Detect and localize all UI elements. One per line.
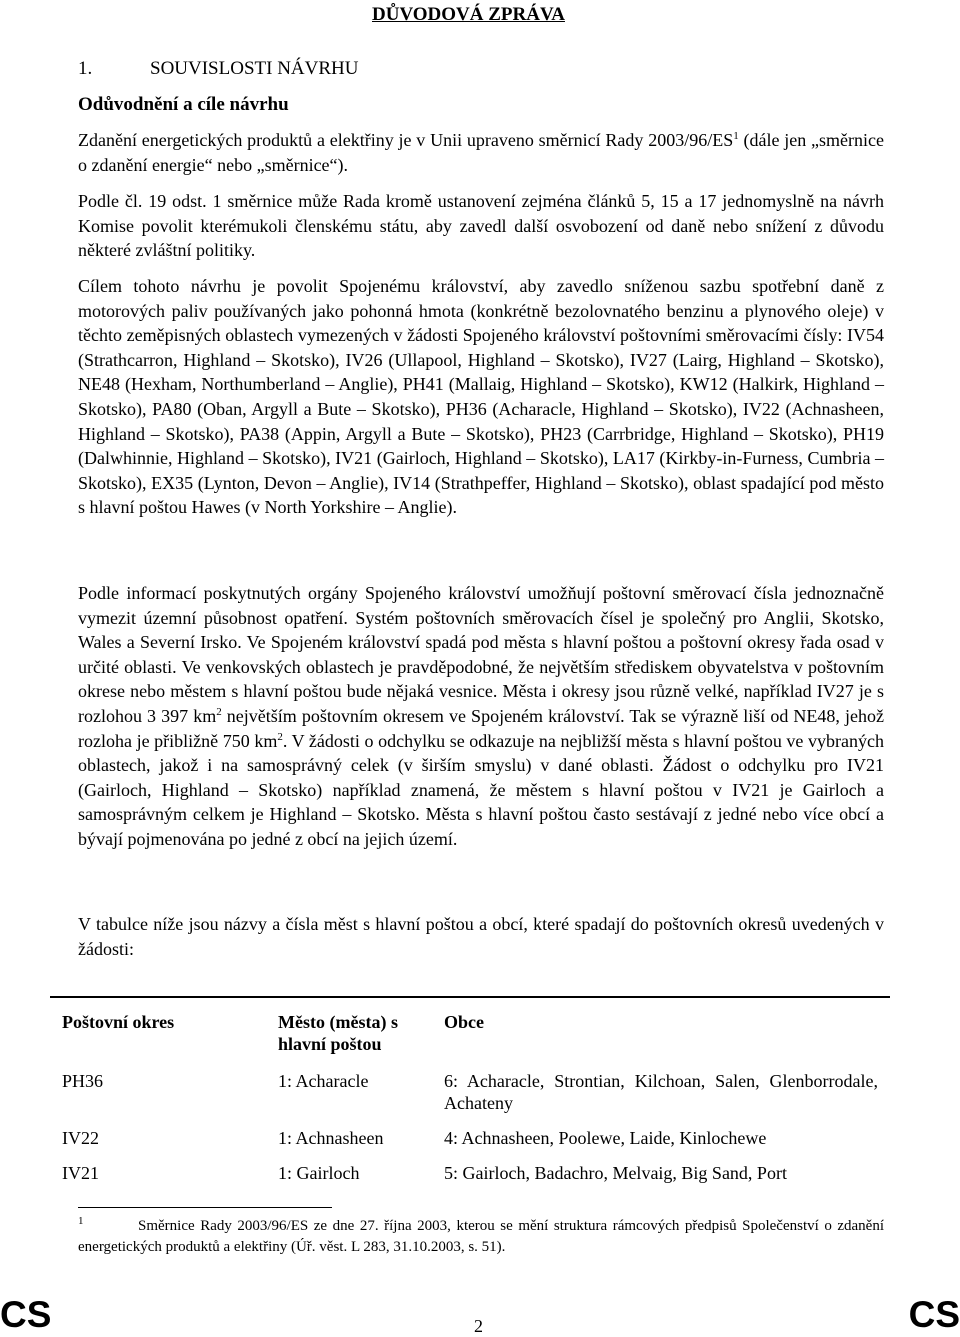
table-cell: 1: Acharacle — [278, 1071, 369, 1091]
subheading: Odůvodnění a cíle návrhu — [78, 94, 289, 115]
paragraph-4-part-b: největším poštovním okresem ve Spojeném království. Tak se výrazně liší od NE48, jehož rozloha je přibližně 750 km — [78, 705, 884, 751]
table-header-district: Poštovní okres — [62, 1012, 175, 1032]
table-cell: 6: Acharacle, Strontian, Kilchoan, Salen, Glenborrodale, Achateny — [444, 1071, 878, 1113]
table-cell: PH36 — [62, 1071, 104, 1091]
footnote-separator — [78, 1207, 332, 1208]
paragraph-4-part-a: Podle informací poskytnutých orgány Spojeného království umožňují poštovní směrovací čísla jednoznačně vymezit územní působnost opatření. Systém poštovních směrovacích čísel je společný pro Anglii, Skotsko, Wales a Severní Irsko. Ve Spojeném království spadá pod města s hlavní poštou a poštovní okresy řada osad v určité oblasti. Ve venkovských oblastech je pravděpodobné, že největším střediskem obyvatelstva v poštovním okrese nebo městem s hlavní poštou bude nějaká vesnice. Města i okresy jsou různě velké, například IV27 je s rozlohou 3 397 km — [78, 583, 884, 726]
footnote — [78, 1216, 884, 1258]
paragraph-4-part-c: . V žádosti o odchylku se odkazuje na nejbližší města s hlavní poštou ve vybraných oblastech, jakož i na samosprávný celek (v širším smyslu) v dané oblasti. Žádost o odchylku pro IV21 (Gairloch, Highland – Skotsko) například znamená, že městem s hlavní poštou v IV21 je Gairloch a samosprávným celkem je Highland – Skotsko. Města s hlavní poštou často sestávají z jedné nebo více obcí a bývají pojmenována po jedné z obcí na jejich území. — [78, 730, 884, 849]
paragraph-1-text-2: (dále jen „směrnice o zdanění energie“ nebo „směrnice“). — [78, 130, 885, 175]
paragraph-3: Cílem tohoto návrhu je povolit Spojenému království, aby zavedlo sníženou sazbu spotřební daně z motorových paliv používaných jako pohonná hmota (konkrétně bezolovnatého benzinu a plynového oleje) v těchto zeměpisných oblastech vymezených v žádosti Spojeného království poštovními směrovacími čísly: IV54 (Strathcarron, Highland – Skotsko), IV26 (Ullapool, Highland – Skotsko), IV27 (Lairg, Highland – Skotsko), NE48 (Hexham, Northumberland – Anglie), PH41 (Mallaig, Highland – Skotsko), KW12 (Halkirk, Highland – Skotsko), PA80 (Oban, Argyll a Bute – Skotsko), PH36 (Acharacle, Highland – Skotsko), IV22 (Achnasheen, Highland – Skotsko), PA38 (Appin, Argyll a Bute – Skotsko), PH23 (Carrbridge, Highland – Skotsko), PH19 (Dalwhinnie, Highland – Skotsko), IV21 (Gairloch, Highland – Skotsko), LA17 (Kirkby-in-Furness, Cumbria – Skotsko), EX35 (Lynton, Devon – Anglie), IV14 (Strathpeffer, Highland – Skotsko), oblast spadající pod město s hlavní poštou Hawes (v North Yorkshire – Anglie). — [78, 276, 884, 518]
table-cell: IV22 — [62, 1128, 99, 1148]
postal-district-table — [50, 996, 890, 1187]
table-cell: IV21 — [62, 1163, 99, 1183]
page-number: 2 — [474, 1316, 483, 1336]
paragraph-4 — [78, 581, 884, 852]
paragraph-1 — [78, 128, 884, 177]
table-cell: 5: Gairloch, Badachro, Melvaig, Big Sand, Port — [444, 1163, 787, 1183]
table-header-villages: Obce — [444, 1012, 484, 1032]
table-cell: 1: Achnasheen — [278, 1128, 384, 1148]
superscript: 2 — [277, 730, 283, 743]
section-heading — [78, 58, 358, 80]
table-row — [50, 1117, 890, 1152]
footer-language-left: CS — [0, 1294, 52, 1335]
footnote-text: Směrnice Rady 2003/96/ES ze dne 27. října 2003, kterou se mění struktura rámcových předpisů Společenství o zdanění energetických produktů a elektřiny (Úř. věst. L 283, 31.10.2003, s. 51). — [78, 1218, 884, 1255]
paragraph-2: Podle čl. 19 odst. 1 směrnice může Rada kromě ustanovení zejména článků 5, 15 a 17 jednomyslně na návrh Komise povolit kterémukoli členskému státu, aby zavedl další osvobození od daně nebo snížení z důvodu některé zvláštní politiky. — [78, 191, 884, 261]
table-row — [50, 1152, 890, 1187]
superscript: 2 — [216, 705, 222, 718]
table-row — [50, 1060, 890, 1117]
footnote-number: 1 — [78, 1215, 84, 1227]
document-title: DŮVODOVÁ ZPRÁVA — [372, 4, 565, 25]
section-title: SOUVISLOSTI NÁVRHU — [150, 58, 359, 79]
section-number: 1. — [78, 58, 93, 79]
footer-language-right: CS — [908, 1294, 960, 1335]
table-header-post-town: Město (města) s hlavní poštou — [278, 1012, 398, 1054]
paragraph-5: V tabulce níže jsou názvy a čísla měst s hlavní poštou a obcí, které spadají do poštovních okresů uvedených v žádosti: — [78, 914, 884, 959]
paragraph-1-text: Zdanění energetických produktů a elektřiny je v Unii upraveno směrnicí Rady 2003/96/ES — [78, 130, 734, 150]
table-cell: 1: Gairloch — [278, 1163, 360, 1183]
table-cell: 4: Achnasheen, Poolewe, Laide, Kinlochewe — [444, 1128, 767, 1148]
footnote-ref[interactable]: 1 — [733, 130, 739, 142]
table-header-row — [50, 997, 890, 1060]
